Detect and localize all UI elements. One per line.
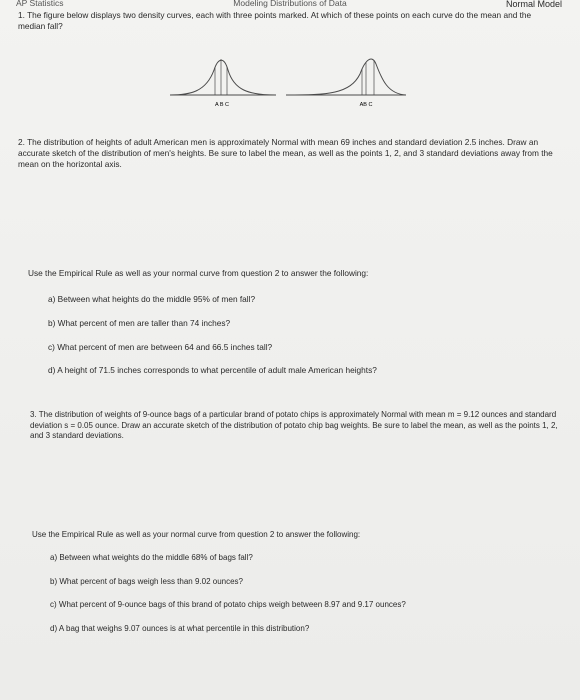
question-2b: b) What percent of men are taller than 74 inches?: [48, 318, 231, 328]
empirical-rule-intro-2: Use the Empirical Rule as well as your normal curve from question 2 to answer the following:: [32, 530, 361, 539]
question-3a: a) Between what weights do the middle 68% of bags fall?: [50, 553, 253, 562]
question-2: 2. The distribution of heights of adult American men is approximately Normal with mean 69 inches and standard deviation 2.5 inches. Draw an accurate sketch of the distribution of men's heights. Be sure to label the mean, as well as the points 1, 2, and 3 standard deviations away from the mean on the horizontal axis.: [18, 137, 553, 169]
question-2d: d) A height of 71.5 inches corresponds to what percentile of adult male American heights?: [48, 365, 377, 375]
question-1: 1. The figure below displays two density curves, each with three points marked. At which of these points on each curve do the mean and the median fall?: [18, 10, 532, 31]
density-curves-figure: [168, 50, 418, 120]
curve-1-point-labels: A B C: [214, 102, 230, 108]
density-curve-symmetric: [170, 59, 276, 108]
course-label: AP Statistics: [16, 0, 64, 8]
question-3: 3. The distribution of weights of 9-ounce bags of a particular brand of potato chips is approximately Normal with mean m = 9.12 ounces and standard deviation s = 0.05 ounce. Draw an accurate sketch of the distribution of potato chip bag weights. Be sure to label the mean, as well as the points 1, 2, and 3 standard deviations.: [30, 410, 558, 440]
question-3c: c) What percent of 9-ounce bags of this brand of potato chips weigh between 8.97 and 9.17 ounces?: [50, 600, 406, 609]
empirical-rule-intro-1: Use the Empirical Rule as well as your normal curve from question 2 to answer the following:: [28, 268, 369, 278]
question-2a: a) Between what heights do the middle 95% of men fall?: [48, 294, 256, 304]
curve-2-point-labels: AB C: [359, 102, 373, 108]
unit-title: Modeling Distributions of Data: [233, 0, 347, 8]
question-3d: d) A bag that weighs 9.07 ounces is at what percentile in this distribution?: [50, 624, 310, 633]
topic-label: Normal Model: [505, 0, 562, 9]
question-3b: b) What percent of bags weigh less than 9.02 ounces?: [50, 577, 244, 586]
question-2c: c) What percent of men are between 64 and 66.5 inches tall?: [48, 342, 273, 352]
density-curve-skewed: [286, 59, 406, 108]
